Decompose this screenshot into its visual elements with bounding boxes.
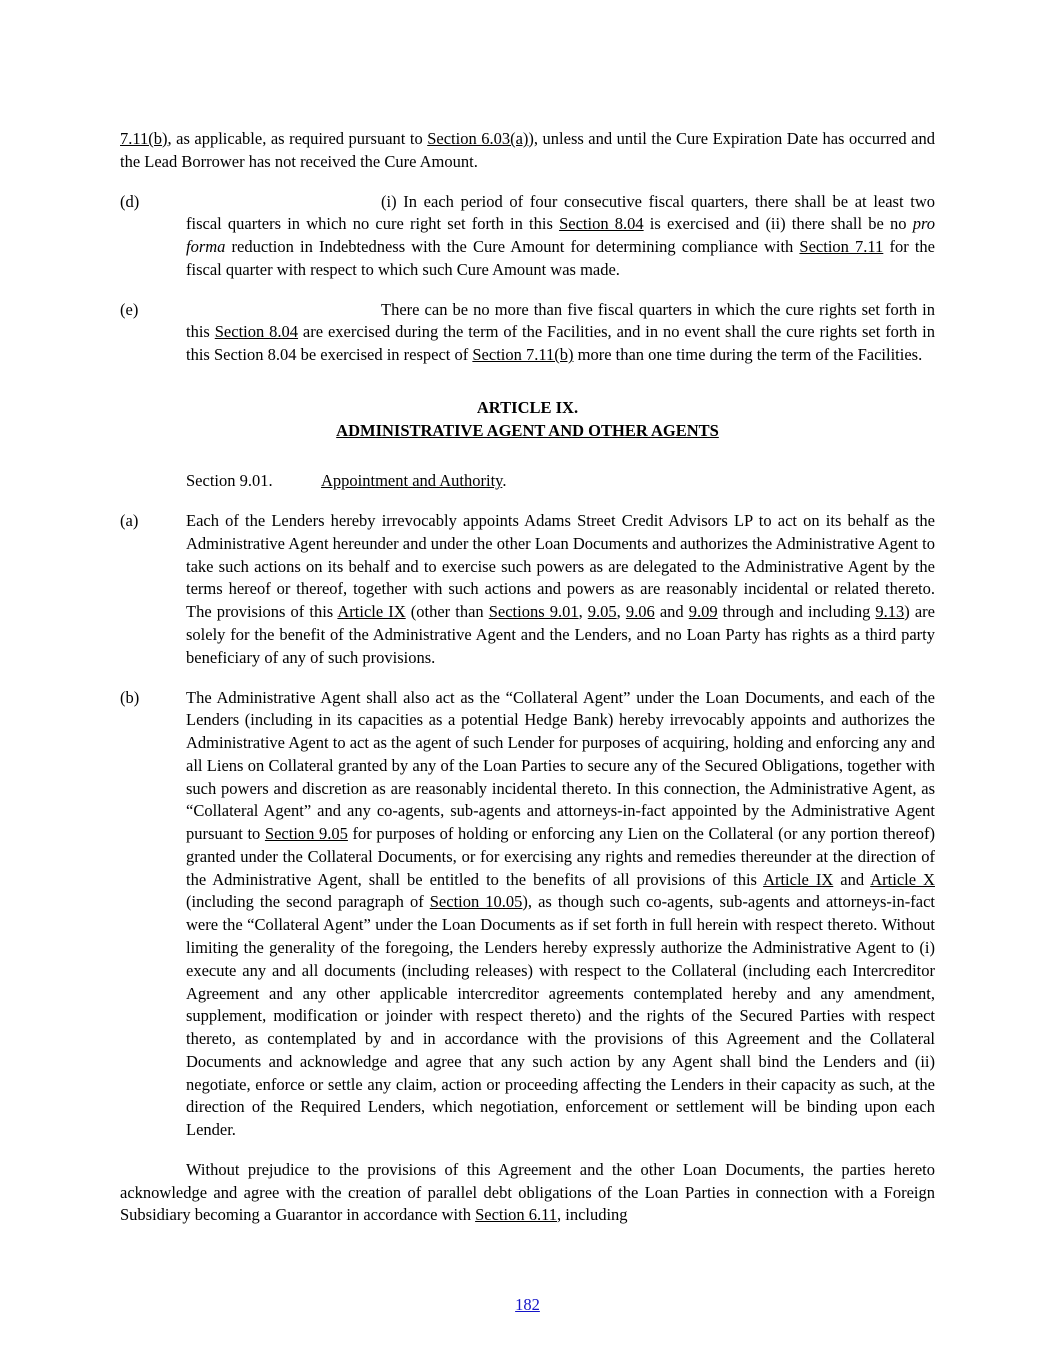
paragraph-text: for the fiscal quarter with respect to which such Cure Amount was made. [186,237,935,279]
cross-reference-905[interactable]: 9.05 [587,602,617,622]
cross-reference-804[interactable]: Section 8.04 [214,322,299,342]
cross-reference-804[interactable]: Section 8.04 [559,214,644,234]
cross-reference-906[interactable]: 9.06 [625,602,655,622]
article-subtitle [120,420,935,443]
paragraph-label-d: (d) [120,191,140,211]
paragraph-text: and [833,869,871,889]
paragraph-text: , [616,602,626,622]
paragraph-text: , [578,602,588,622]
paragraph-label-b: (b) [120,687,140,707]
paragraph-b [120,687,935,1142]
cross-reference-913[interactable]: 9.13 [875,602,905,622]
paragraph-continuation [120,128,935,174]
section-title: Appointment and Authority [321,471,503,491]
cross-reference-905[interactable]: Section 9.05 [264,824,348,844]
article-heading-block [120,397,935,443]
paragraph-text: ), as though such co-agents, sub-agents and attorneys-in-fact were the “Collateral Agent” under the Loan Documents as if set forth in full herein with respect thereto. Without limiting the generality of the foregoing, the Lenders hereby expressly authorize the Administrative Agent to (i) execute any and all documents (including releases) with respect to the Collateral (including each Intercreditor Agreement and any other applicable intercreditor agreements contemplated hereby and any amendment, supplement, modification or joinder with respect thereto) and the rights of the Secured Parties with respect thereto, as contemplated by and in accordance with the provisions of this Agreement and the Collateral Documents and acknowledge and agree that any such action by any Agent shall bind the Lenders and (ii) negotiate, enforce or settle any claim, action or proceeding affecting the Lenders in their capacity as such, at the direction of the Required Lenders, which negotiation, enforcement or settlement will be binding upon each Lender. [186,892,935,1140]
italic-pro-forma: pro forma [186,214,935,257]
cross-reference-711b[interactable]: Section 7.11(b) [472,345,574,365]
paragraph-text: There can be no more than five fiscal quarters in which the cure rights set forth in this [186,299,935,342]
cross-reference-1005[interactable]: Section 10.05 [429,892,523,912]
cross-reference-603a[interactable]: Section 6.03(a) [427,129,529,148]
page-number[interactable]: 182 [515,1295,540,1315]
paragraph-text: are exercised during the term of the Facilities, and in no event shall the cure rights set forth in this Section 8.04 be exercised in respect of [186,322,935,365]
article-title: ARTICLE IX. [476,397,579,417]
article-subtitle-text: ADMINISTRATIVE AGENT AND OTHER AGENTS [336,420,719,440]
cross-reference-article-x[interactable]: Article X [870,869,935,889]
cross-reference-711b[interactable]: 7.11(b) [120,129,168,148]
cross-reference-611[interactable]: Section 6.11 [475,1205,557,1225]
paragraph-text: (including the second paragraph of [186,892,430,912]
paragraph-text: for purposes of holding or enforcing any Lien on the Collateral (or any portion thereof) granted under the Collateral Documents, or for exercising any rights and remedies thereunder at the direction of the Administrative Agent, shall be entitled to the benefits of all provisions of this [186,824,935,889]
paragraph-text: reduction in Indebtedness with the Cure Amount for determining compliance with [225,237,800,257]
section-heading-901 [120,470,935,493]
paragraph-text: (other than [405,602,489,622]
paragraph-text: , including [556,1205,628,1225]
cross-reference-sections-901[interactable]: Sections 9.01 [488,602,579,622]
paragraph-text: and [654,602,689,622]
cross-reference-711[interactable]: Section 7.11 [799,237,884,257]
paragraph-parallel-debt [120,1159,935,1227]
paragraph-e [120,299,935,367]
paragraph-label-e: (e) [120,299,139,319]
cross-reference-article-ix[interactable]: Article IX [337,602,406,622]
paragraph-text: (i) In each period of four consecutive fiscal quarters, there shall be at least two fiscal quarters in which no cure right set forth in this [186,191,935,234]
paragraph-text: ), unless and until the Cure Expiration Date has occurred and the Lead Borrower has not received the Cure Amount. [120,129,935,171]
cross-reference-article-ix[interactable]: Article IX [763,869,834,889]
section-number: Section 9.01. [186,471,273,491]
paragraph-text: is exercised and (ii) there shall be no [643,214,913,234]
paragraph-d [120,191,935,282]
paragraph-text: Each of the Lenders hereby irrevocably appoints Adams Street Credit Advisors LP to act on its behalf as the Administrative Agent hereunder and under the other Loan Documents and authorizes the Administrative Agent to take such actions on its behalf and to exercise such powers as are delegated to the Administrative Agent by the terms hereof or thereof, together with such actions and powers as are reasonably incidental or related thereto. The provisions of this [186,511,935,622]
cross-reference-909[interactable]: 9.09 [688,602,718,622]
paragraph-text: The Administrative Agent shall also act as the “Collateral Agent” under the Loan Documents, and each of the Lenders (including in its capacities as a potential Hedge Bank) hereby irrevocably appoints and authorizes the Administrative Agent to act as the agent of such Lender for purposes of acquiring, holding and enforcing any and all Liens on Collateral granted by any of the Loan Parties to secure any of the Secured Obligations, together with such powers and discretion as are reasonably incidental thereto. In this connection, the Administrative Agent, as “Collateral Agent” and any co-agents, sub-agents and attorneys-in-fact appointed by the Administrative Agent pursuant to [186,687,935,844]
paragraph-label-a: (a) [120,511,139,531]
paragraph-text: , as applicable, as required pursuant to [167,129,428,148]
paragraph-a [120,510,935,669]
page-footer [0,1294,1055,1317]
paragraph-text: Without prejudice to the provisions of this Agreement and the other Loan Documents, the parties hereto acknowledge and agree with the creation of parallel debt obligations of the Loan Parties in connection with a Foreign Subsidiary becoming a Guarantor in accordance with [120,1159,935,1225]
paragraph-text: ) are solely for the benefit of the Administrative Agent and the Lenders, and no Loan Party has rights as a third party beneficiary of any of such provisions. [186,602,935,667]
paragraph-text: through and including [717,602,876,622]
section-title-period: . [502,471,507,491]
paragraph-text: more than one time during the term of the Facilities. [573,345,923,365]
